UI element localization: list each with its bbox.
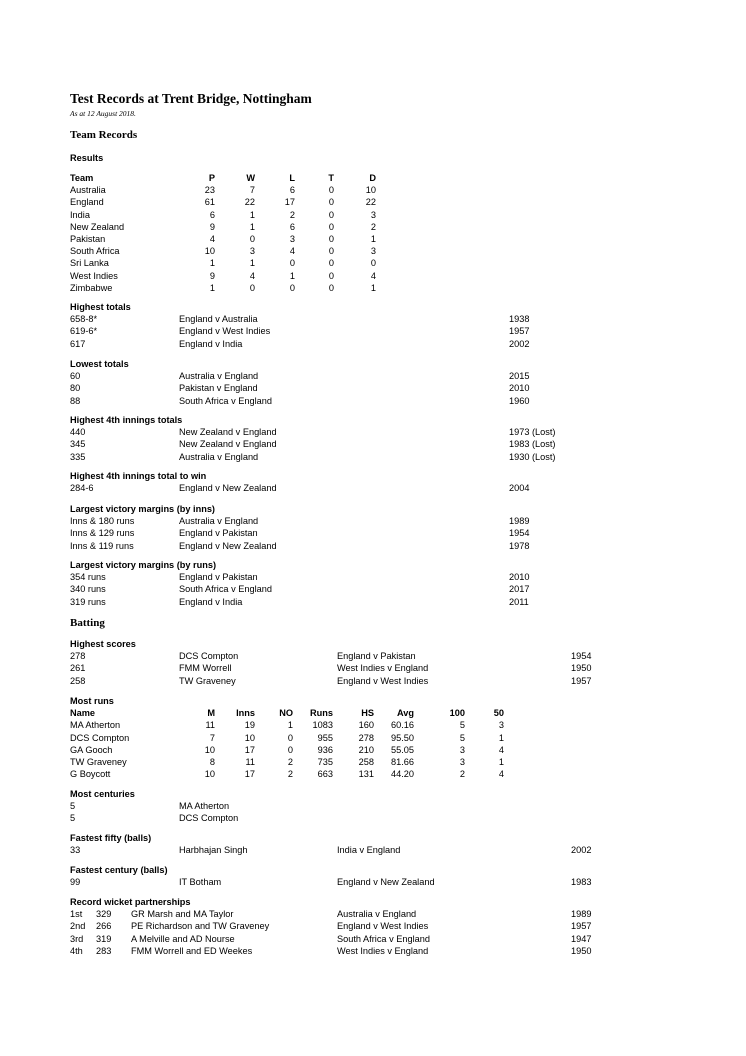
table-cell: 1	[249, 221, 255, 232]
table-cell: 10	[204, 246, 215, 257]
table-cell: 95.50	[391, 732, 414, 743]
section-heading: Fastest fifty (balls)	[70, 833, 152, 843]
table-cell: 11	[245, 757, 255, 767]
record-value: 619-6*	[70, 326, 98, 337]
table-cell: 1	[249, 209, 255, 220]
record-year: 1989	[509, 516, 530, 527]
match-name: Australia v England	[337, 909, 417, 920]
table-cell: 2	[289, 209, 295, 220]
match-name: England v West Indies	[337, 675, 429, 686]
player-name: FMM Worrell	[179, 663, 232, 674]
match-name: West Indies v England	[337, 663, 429, 674]
batting-heading: Batting	[70, 617, 105, 629]
record-value: 345	[70, 439, 86, 450]
table-cell: 9	[209, 221, 215, 232]
record-year: 1973 (Lost)	[509, 427, 556, 438]
table-cell: 8	[209, 757, 215, 767]
table-cell: 22	[365, 197, 376, 208]
score-value: 278	[70, 651, 86, 662]
table-cell: 44.20	[391, 769, 414, 780]
column-header: 50	[493, 708, 504, 719]
table-cell: 7	[249, 185, 255, 196]
player-name: GA Gooch	[70, 744, 113, 755]
record-year: 1954	[509, 528, 530, 539]
team-name: India	[70, 209, 90, 220]
table-cell: 6	[209, 209, 215, 220]
table-cell: 0	[328, 270, 334, 281]
section-heading: Highest 4th innings totals	[70, 415, 183, 425]
table-cell: 60.16	[391, 720, 414, 731]
record-year: 2010	[509, 383, 530, 394]
column-header: T	[328, 173, 334, 183]
section-heading: Lowest totals	[70, 359, 129, 369]
record-value: 440	[70, 427, 86, 438]
table-cell: 0	[328, 209, 334, 220]
record-value: Inns & 119 runs	[70, 540, 134, 551]
record-value: 60	[70, 371, 81, 382]
score-value: 261	[70, 663, 86, 674]
record-match: New Zealand v England	[179, 439, 277, 450]
record-match: England v Pakistan	[179, 528, 258, 539]
table-cell: 4	[498, 744, 504, 755]
wicket-number: 1st	[70, 909, 83, 920]
table-cell: 61	[204, 197, 215, 208]
record-match: England v India	[179, 338, 243, 349]
match-name: England v New Zealand	[337, 877, 435, 888]
table-cell: 936	[317, 744, 333, 755]
team-name: Pakistan	[70, 234, 106, 244]
player-name: TW Graveney	[70, 757, 127, 767]
wicket-number: 4th	[70, 945, 83, 956]
column-header: L	[289, 173, 295, 183]
page-subtitle: As at 12 August 2018.	[70, 109, 136, 118]
column-header: P	[208, 173, 215, 183]
record-year: 1978	[509, 540, 530, 551]
match-name: South Africa v England	[337, 933, 430, 944]
table-cell: 0	[289, 258, 295, 269]
record-year: 2015	[509, 371, 530, 382]
column-header: D	[369, 173, 376, 183]
partnership-runs: 319	[96, 933, 112, 944]
player-name: IT Botham	[179, 877, 222, 888]
table-cell: 22	[244, 197, 255, 208]
record-year: 1957	[571, 921, 592, 932]
record-year: 1950	[571, 945, 592, 956]
partnership-players: A Melville and AD Nourse	[131, 933, 235, 944]
column-header: M	[207, 708, 215, 719]
table-cell: 0	[328, 282, 334, 293]
record-value: 335	[70, 451, 86, 462]
team-name: Zimbabwe	[70, 282, 113, 293]
table-cell: 0	[287, 732, 293, 743]
table-cell: 2	[459, 769, 465, 780]
page-title: Test Records at Trent Bridge, Nottingham	[70, 91, 312, 106]
table-cell: 663	[317, 769, 333, 780]
record-year: 1957	[571, 675, 592, 686]
player-name: TW Graveney	[179, 675, 236, 686]
record-year: 2004	[509, 483, 530, 494]
column-header: Team	[70, 173, 94, 183]
table-cell: 955	[317, 732, 333, 743]
partnership-players: GR Marsh and MA Taylor	[131, 909, 234, 920]
table-cell: 6	[289, 221, 295, 232]
record-match: England v New Zealand	[179, 483, 277, 494]
table-cell: 1	[498, 757, 504, 767]
table-cell: 0	[289, 282, 295, 293]
record-value: 33	[70, 845, 81, 856]
record-value: 319 runs	[70, 596, 106, 607]
table-cell: 4	[209, 234, 215, 244]
section-heading: Highest scores	[70, 639, 136, 649]
record-match: Pakistan v England	[179, 383, 258, 394]
table-cell: 17	[284, 197, 295, 208]
record-match: Australia v England	[179, 371, 259, 382]
table-cell: 10	[244, 732, 255, 743]
table-cell: 131	[358, 769, 374, 780]
record-match: England v West Indies	[179, 326, 271, 337]
record-value: 284-6	[70, 483, 94, 494]
section-heading: Largest victory margins (by runs)	[70, 560, 217, 570]
table-cell: 0	[249, 282, 255, 293]
team-name: England	[70, 197, 104, 208]
record-value: Inns & 129 runs	[70, 528, 135, 539]
table-cell: 3	[370, 246, 376, 257]
record-year: 1947	[571, 933, 592, 944]
table-cell: 19	[244, 720, 255, 731]
team-name: New Zealand	[70, 221, 125, 232]
record-year: 1957	[509, 326, 530, 337]
team-name: South Africa	[70, 246, 120, 257]
partnership-runs: 266	[96, 921, 112, 932]
table-cell: 10	[204, 769, 215, 780]
table-cell: 4	[289, 246, 295, 257]
record-year: 2011	[509, 596, 529, 607]
record-match: South Africa v England	[179, 584, 272, 595]
record-match: South Africa v England	[179, 395, 272, 406]
table-cell: 23	[204, 185, 215, 196]
column-header: Runs	[310, 708, 333, 719]
column-header: Inns	[236, 708, 255, 719]
score-value: 258	[70, 675, 86, 686]
partnership-runs: 283	[96, 945, 112, 956]
record-year: 1960	[509, 395, 530, 406]
record-year: 1983 (Lost)	[509, 439, 556, 450]
table-cell: 1083	[312, 720, 333, 731]
record-year: 2010	[509, 572, 530, 583]
wicket-number: 2nd	[70, 921, 86, 932]
section-heading: Most runs	[70, 696, 114, 706]
table-cell: 1	[249, 258, 255, 269]
table-cell: 0	[328, 234, 334, 244]
table-cell: 1	[370, 282, 376, 293]
record-match: England v Australia	[179, 314, 258, 325]
table-cell: 0	[287, 744, 293, 755]
column-header: Avg	[396, 708, 414, 719]
column-header: Name	[70, 708, 96, 719]
section-heading-results: Results	[70, 153, 104, 163]
table-cell: 11	[205, 720, 215, 731]
table-cell: 2	[287, 757, 293, 767]
table-cell: 3	[498, 720, 504, 731]
record-year: 2002	[571, 845, 592, 856]
table-cell: 2	[287, 769, 293, 780]
table-cell: 1	[370, 234, 376, 244]
table-cell: 0	[328, 221, 334, 232]
record-value: 99	[70, 877, 81, 888]
player-name: DCS Compton	[179, 813, 239, 824]
team-name: Sri Lanka	[70, 258, 109, 269]
table-cell: 5	[459, 732, 465, 743]
player-name: G Boycott	[70, 769, 111, 780]
table-cell: 1	[209, 282, 215, 293]
table-cell: 278	[358, 732, 374, 743]
team-name: West Indies	[70, 270, 118, 281]
table-cell: 2	[370, 221, 376, 232]
table-cell: 1	[289, 270, 295, 281]
section-heading: Highest totals	[70, 302, 131, 312]
record-match: Australia v England	[179, 451, 259, 462]
table-cell: 10	[204, 744, 215, 755]
table-cell: 4	[498, 769, 504, 780]
table-cell: 3	[459, 744, 465, 755]
record-value: 80	[70, 383, 81, 394]
match-name: England v Pakistan	[337, 651, 416, 662]
record-year: 1938	[509, 314, 530, 325]
record-value: Inns & 180 runs	[70, 516, 135, 527]
team-name: Australia	[70, 185, 106, 196]
record-year: 1930 (Lost)	[509, 451, 556, 462]
record-value: 617	[70, 338, 86, 349]
partnership-runs: 329	[96, 909, 112, 920]
table-cell: 0	[370, 258, 376, 269]
column-header: HS	[361, 708, 374, 719]
column-header: NO	[279, 708, 293, 719]
record-value: 5	[70, 801, 76, 812]
record-year: 1950	[571, 663, 592, 674]
table-cell: 258	[358, 757, 374, 767]
player-name: MA Atherton	[179, 801, 230, 812]
table-cell: 17	[244, 769, 255, 780]
table-cell: 0	[328, 197, 334, 208]
table-cell: 7	[209, 732, 215, 743]
partnership-players: PE Richardson and TW Graveney	[131, 921, 270, 932]
section-heading: Largest victory margins (by inns)	[70, 504, 215, 514]
table-cell: 1	[498, 732, 504, 743]
record-value: 88	[70, 395, 81, 406]
player-name: DCS Compton	[70, 732, 130, 743]
table-cell: 4	[249, 270, 255, 281]
table-cell: 3	[289, 234, 295, 244]
record-year: 2002	[509, 338, 530, 349]
section-heading: Most centuries	[70, 789, 135, 799]
record-match: England v India	[179, 596, 243, 607]
table-cell: 55.05	[391, 744, 414, 755]
match-name: West Indies v England	[337, 945, 429, 956]
column-header: W	[246, 173, 255, 183]
record-year: 2017	[509, 584, 530, 595]
record-match: England v New Zealand	[179, 540, 277, 551]
table-cell: 5	[459, 720, 465, 731]
record-match: Australia v England	[179, 516, 259, 527]
table-cell: 735	[317, 757, 333, 767]
team-records-heading: Team Records	[70, 129, 138, 141]
record-match: England v Pakistan	[179, 572, 258, 583]
table-cell: 160	[358, 720, 374, 731]
table-cell: 3	[370, 209, 376, 220]
table-cell: 0	[328, 258, 334, 269]
wicket-number: 3rd	[70, 933, 84, 944]
section-heading: Highest 4th innings total to win	[70, 471, 207, 481]
match-name: India v England	[337, 845, 401, 856]
player-name: Harbhajan Singh	[179, 845, 248, 856]
table-cell: 210	[358, 744, 374, 755]
record-value: 658-8*	[70, 314, 98, 325]
column-header: 100	[449, 708, 465, 719]
table-cell: 0	[328, 185, 334, 196]
player-name: MA Atherton	[70, 720, 121, 731]
table-cell: 9	[209, 270, 215, 281]
match-name: England v West Indies	[337, 921, 429, 932]
table-cell: 17	[244, 744, 255, 755]
table-cell: 3	[249, 246, 255, 257]
table-cell: 10	[365, 185, 376, 196]
table-cell: 1	[209, 258, 215, 269]
table-cell: 0	[249, 234, 255, 244]
table-cell: 6	[289, 185, 295, 196]
table-cell: 4	[370, 270, 376, 281]
section-heading: Record wicket partnerships	[70, 897, 191, 907]
table-cell: 81.66	[391, 757, 414, 767]
partnership-players: FMM Worrell and ED Weekes	[131, 945, 253, 956]
record-value: 354 runs	[70, 572, 106, 583]
record-year: 1983	[571, 877, 592, 888]
table-cell: 0	[328, 246, 334, 257]
record-year: 1989	[571, 909, 592, 920]
record-match: New Zealand v England	[179, 427, 277, 438]
player-name: DCS Compton	[179, 651, 239, 662]
record-year: 1954	[571, 651, 592, 662]
section-heading: Fastest century (balls)	[70, 865, 168, 875]
table-cell: 3	[459, 757, 465, 767]
record-value: 5	[70, 813, 76, 824]
table-cell: 1	[287, 720, 293, 731]
record-value: 340 runs	[70, 584, 106, 595]
